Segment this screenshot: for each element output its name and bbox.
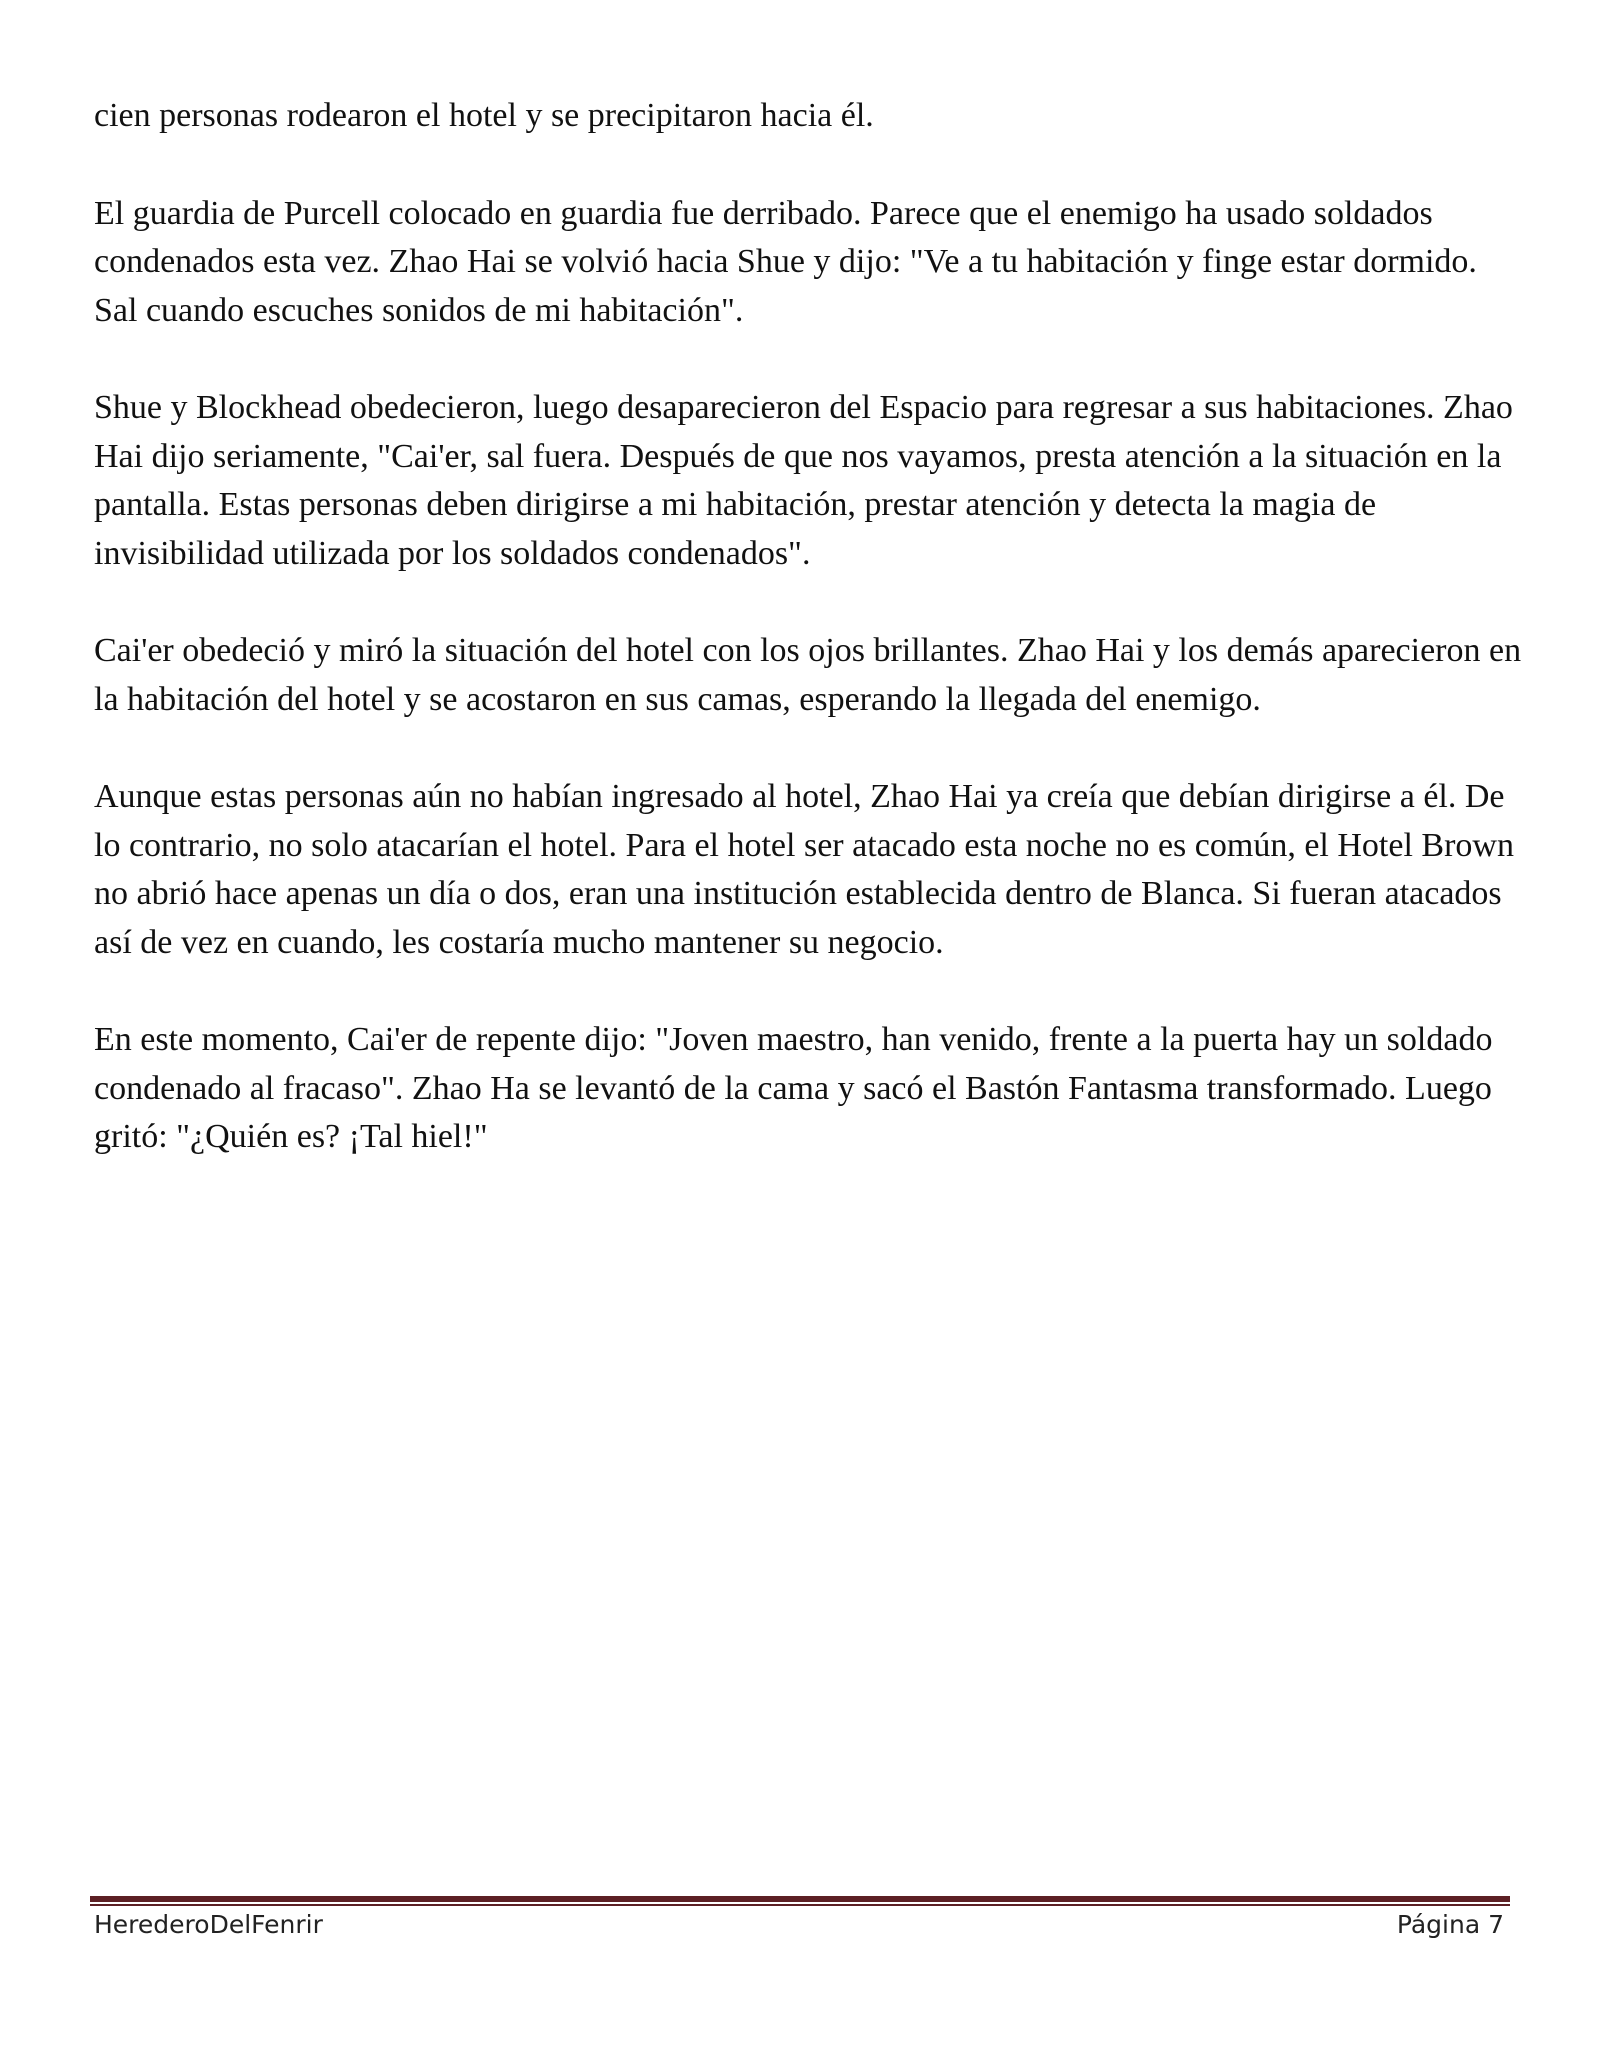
body-text [94, 92, 1524, 1211]
paragraph: Cai'er obedeció y miró la situación del hotel con los ojos brillantes. Zhao Hai y los demás aparecieron en la habitación del hotel y se acostaron en sus camas, esperando la llegada del enemigo. [94, 632, 1522, 718]
footer-author: HerederoDelFenrir [94, 1910, 323, 1939]
footer-divider-thin [90, 1904, 1510, 1906]
paragraph: Shue y Blockhead obedecieron, luego desaparecieron del Espacio para regresar a sus habitaciones. Zhao Hai dijo seriamente, "Cai'er, sal fuera. Después de que nos vayamos, presta atención a la situación en la pantalla. Estas personas deben dirigirse a mi habitación, prestar atención y detecta la magia de invisibilidad utilizada por los soldados condenados". [94, 389, 1513, 572]
paragraph: Aunque estas personas aún no habían ingresado al hotel, Zhao Hai ya creía que debían dirigirse a él. De lo contrario, no solo atacarían el hotel. Para el hotel ser atacado esta noche no es común, el Hotel Brown no abrió hace apenas un día o dos, eran una institución establecida dentro de Blanca. Si fueran atacados así de vez en cuando, les costaría mucho mantener su negocio. [94, 778, 1514, 961]
paragraph: cien personas rodearon el hotel y se precipitaron hacia él. [94, 97, 874, 134]
paragraph: El guardia de Purcell colocado en guardia fue derribado. Parece que el enemigo ha usado soldados condenados esta vez. Zhao Hai se volvió hacia Shue y dijo: "Ve a tu habitación y finge estar dormido. Sal cuando escuches sonidos de mi habitación". [94, 194, 1477, 329]
footer-page-number: Página 7 [1396, 1910, 1504, 1939]
footer-divider-thick [90, 1896, 1510, 1902]
paragraph: En este momento, Cai'er de repente dijo: "Joven maestro, han venido, frente a la puerta hay un soldado condenado al fracaso". Zhao Ha se levantó de la cama y sacó el Bastón Fantasma transformado. Luego gritó: "¿Quién es? ¡Tal hiel!" [94, 1021, 1493, 1155]
footer-divider [90, 1896, 1510, 1906]
